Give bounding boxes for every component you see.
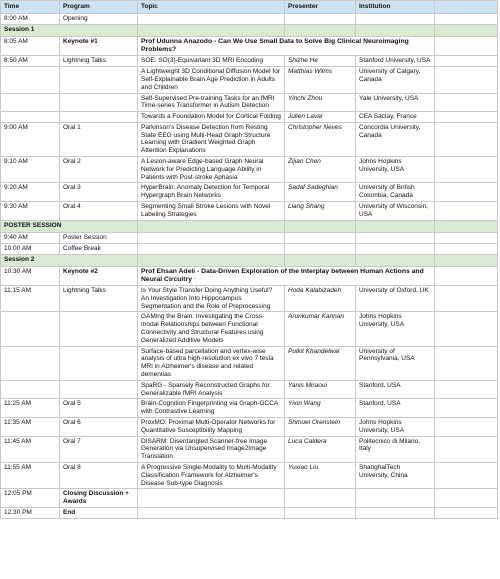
presenter-cell[interactable]: Christopher Neves: [285, 122, 356, 156]
institution-cell[interactable]: Concordia University, Canada: [356, 122, 435, 156]
section-row: [1, 220, 498, 232]
program-cell[interactable]: Coffee Break: [60, 243, 138, 254]
institution-cell[interactable]: Yale University, USA: [356, 93, 435, 112]
institution-cell[interactable]: University of Calgary, Canada: [356, 67, 435, 93]
presenter-cell[interactable]: Liang Shang: [285, 202, 356, 221]
program-cell[interactable]: Oral 5: [60, 399, 138, 418]
empty-cell[interactable]: [435, 157, 498, 183]
program-cell[interactable]: Oral 3: [60, 183, 138, 202]
keynote-row: [1, 37, 498, 56]
time-cell[interactable]: 8:50 AM: [1, 56, 60, 67]
topic-cell[interactable]: Parkinson's Disease Detection from Resting State EEG using Multi-Head Graph Structure Learning with Gradient Weighted Graph Attention Explanations: [138, 122, 285, 156]
institution-cell[interactable]: Stanford, USA: [356, 399, 435, 418]
time-cell[interactable]: 11:45 AM: [1, 436, 60, 462]
topic-cell[interactable]: ProxMO: Proximal Multi-Operator Networks for Quantitative Susceptibility Mapping: [138, 417, 285, 436]
institution-cell[interactable]: Johns Hopkins University, USA: [356, 157, 435, 183]
topic-cell[interactable]: [138, 14, 285, 25]
program-cell[interactable]: [60, 380, 138, 399]
header-topic[interactable]: Topic: [138, 1, 285, 14]
presenter-cell[interactable]: Julien Laval: [285, 112, 356, 123]
time-cell[interactable]: 9:40 AM: [1, 232, 60, 243]
time-cell[interactable]: 9:10 AM: [1, 157, 60, 183]
program-cell[interactable]: [60, 346, 138, 380]
presenter-cell[interactable]: Hoda Kalabizadeh: [285, 285, 356, 311]
talk-row: [1, 67, 498, 93]
presenter-cell[interactable]: Matthias Wilms: [285, 67, 356, 93]
topic-cell[interactable]: Brain-Cognition Fingerprinting via Graph-GCCA with Contrastive Learning: [138, 399, 285, 418]
program-cell[interactable]: Lightning Talks: [60, 285, 138, 311]
empty-cell[interactable]: [435, 266, 498, 285]
empty-cell[interactable]: [435, 507, 498, 518]
empty-cell[interactable]: [435, 417, 498, 436]
section-cell[interactable]: [435, 254, 498, 266]
section-cell[interactable]: [356, 220, 435, 232]
empty-cell[interactable]: [435, 312, 498, 346]
talk-row: [1, 346, 498, 380]
schedule-row: [1, 489, 498, 508]
time-cell[interactable]: 9:00 AM: [1, 122, 60, 156]
section-cell[interactable]: [285, 220, 356, 232]
time-cell[interactable]: [1, 67, 60, 93]
program-cell[interactable]: Opening: [60, 14, 138, 25]
topic-cell[interactable]: GAMing the Brain: Investigating the Cross-modal Relationships between Functional Connectivity and Structural Features using Generalized Additive Models: [138, 312, 285, 346]
talk-row: [1, 285, 498, 311]
presenter-cell[interactable]: Yixin Wang: [285, 399, 356, 418]
program-cell[interactable]: [60, 112, 138, 123]
presenter-cell[interactable]: Yinchi Zhou: [285, 93, 356, 112]
talk-row: [1, 380, 498, 399]
talk-row: [1, 399, 498, 418]
empty-cell[interactable]: [435, 489, 498, 508]
presenter-cell[interactable]: Luca Caldera: [285, 436, 356, 462]
empty-cell[interactable]: [435, 14, 498, 25]
time-cell[interactable]: 12:05 PM: [1, 489, 60, 508]
talk-row: [1, 202, 498, 221]
header-program[interactable]: Program: [60, 1, 138, 14]
talk-row: [1, 93, 498, 112]
schedule-row: [1, 232, 498, 243]
presenter-cell[interactable]: [285, 489, 356, 508]
header-institution[interactable]: Institution: [356, 1, 435, 14]
institution-cell[interactable]: ShanghaiTech University, China: [356, 462, 435, 488]
time-cell[interactable]: [1, 112, 60, 123]
topic-cell[interactable]: A Progressive Single-Modality to Multi-Modality Classification Framework for Alzheimer's Disease Sub-type Diagnosis: [138, 462, 285, 488]
presenter-cell[interactable]: [285, 14, 356, 25]
institution-cell[interactable]: CEA Saclay, France: [356, 112, 435, 123]
time-cell[interactable]: 8:00 AM: [1, 14, 60, 25]
topic-cell[interactable]: Self-Supervised Pre-training Tasks for an fMRI Time-series Transformer in Autism Detection: [138, 93, 285, 112]
topic-cell[interactable]: [138, 507, 285, 518]
time-cell[interactable]: [1, 312, 60, 346]
presenter-cell[interactable]: Sadaf Sadeghian: [285, 183, 356, 202]
time-cell[interactable]: [1, 380, 60, 399]
program-cell[interactable]: [60, 67, 138, 93]
schedule-row: [1, 243, 498, 254]
program-cell[interactable]: Lightning Talks: [60, 56, 138, 67]
schedule-row: [1, 507, 498, 518]
time-cell[interactable]: [1, 346, 60, 380]
institution-cell[interactable]: Politecnico di Milano, Italy: [356, 436, 435, 462]
section-label[interactable]: POSTER SESSION: [1, 220, 138, 232]
keynote-topic-cell[interactable]: Prof Udunna Anazodo - Can We Use Small Data to Solve Big Clinical Neuroimaging Problems?: [138, 37, 435, 56]
topic-cell[interactable]: Towards a Foundation Model for Cortical Folding: [138, 112, 285, 123]
empty-cell[interactable]: [435, 67, 498, 93]
time-cell[interactable]: 11:25 AM: [1, 399, 60, 418]
talk-row: [1, 157, 498, 183]
institution-cell[interactable]: University of Pennsylvania, USA: [356, 346, 435, 380]
institution-cell[interactable]: [356, 232, 435, 243]
program-cell[interactable]: End: [60, 507, 138, 518]
section-row: [1, 254, 498, 266]
topic-cell[interactable]: A Lesion-aware Edge-based Graph Neural Network for Predicting Language Ability in Patients with Post-stroke Aphasia: [138, 157, 285, 183]
program-cell[interactable]: Poster Session: [60, 232, 138, 243]
program-cell[interactable]: Closing Discussion + Awards: [60, 489, 138, 508]
section-label[interactable]: Session 1: [1, 25, 138, 37]
topic-cell[interactable]: Surface-based parcellation and vertex-wise analysis of ultra high-resolution ex vivo 7 tesla MRI in Alzheimer's disease and related dementias: [138, 346, 285, 380]
topic-cell[interactable]: Segmenting Small Stroke Lesions with Novel Labeling Strategies: [138, 202, 285, 221]
presenter-cell[interactable]: Shmuel Orenstein: [285, 417, 356, 436]
empty-cell[interactable]: [435, 399, 498, 418]
program-cell[interactable]: Oral 6: [60, 417, 138, 436]
time-cell[interactable]: 10:30 AM: [1, 266, 60, 285]
empty-cell[interactable]: [435, 112, 498, 123]
empty-cell[interactable]: [435, 462, 498, 488]
time-cell[interactable]: [1, 93, 60, 112]
topic-cell[interactable]: DISARM: Disentangled Scanner-free Image Generation via Unsupervised Image2Image Translation: [138, 436, 285, 462]
program-cell[interactable]: Oral 7: [60, 436, 138, 462]
institution-cell[interactable]: University of Wisconsin, USA: [356, 202, 435, 221]
section-cell[interactable]: [285, 25, 356, 37]
header-time[interactable]: Time: [1, 1, 60, 14]
time-cell[interactable]: 9:30 AM: [1, 202, 60, 221]
section-cell[interactable]: [138, 220, 285, 232]
section-cell[interactable]: [138, 254, 285, 266]
talk-row: [1, 183, 498, 202]
institution-cell[interactable]: Stanford, USA: [356, 380, 435, 399]
program-cell[interactable]: Keynote #1: [60, 37, 138, 56]
empty-cell[interactable]: [435, 183, 498, 202]
section-cell[interactable]: [435, 25, 498, 37]
empty-cell[interactable]: [435, 243, 498, 254]
topic-cell[interactable]: A Lightweight 3D Conditional Diffusion Model for Self-Explainable Brain Age Prediction in Adults and Children: [138, 67, 285, 93]
empty-cell[interactable]: [435, 285, 498, 311]
talk-row: [1, 56, 498, 67]
presenter-cell[interactable]: Arunkumar Kannan: [285, 312, 356, 346]
program-cell[interactable]: [60, 312, 138, 346]
header-empty[interactable]: [435, 1, 498, 14]
presenter-cell[interactable]: Zijian Chen: [285, 157, 356, 183]
time-cell[interactable]: 8:05 AM: [1, 37, 60, 56]
empty-cell[interactable]: [435, 56, 498, 67]
section-cell[interactable]: [435, 220, 498, 232]
institution-cell[interactable]: [356, 489, 435, 508]
empty-cell[interactable]: [435, 380, 498, 399]
presenter-cell[interactable]: Pulkit Khandelwal: [285, 346, 356, 380]
empty-cell[interactable]: [435, 202, 498, 221]
time-cell[interactable]: 11:35 AM: [1, 417, 60, 436]
institution-cell[interactable]: Johns Hopkins University, USA: [356, 417, 435, 436]
schedule-row: [1, 14, 498, 25]
talk-row: [1, 112, 498, 123]
topic-cell[interactable]: SOE: SO(3)-Equivariant 3D MRI Encoding: [138, 56, 285, 67]
topic-cell[interactable]: [138, 232, 285, 243]
time-cell[interactable]: 11:55 AM: [1, 462, 60, 488]
talk-row: [1, 122, 498, 156]
program-cell[interactable]: [60, 93, 138, 112]
empty-cell[interactable]: [435, 93, 498, 112]
program-cell[interactable]: Keynote #2: [60, 266, 138, 285]
institution-cell[interactable]: Stanford University, USA: [356, 56, 435, 67]
presenter-cell[interactable]: Yuxiao Liu: [285, 462, 356, 488]
time-cell[interactable]: 10:00 AM: [1, 243, 60, 254]
section-cell[interactable]: [356, 25, 435, 37]
presenter-cell[interactable]: [285, 507, 356, 518]
keynote-topic-cell[interactable]: Prof Ehsan Adeli - Data-Driven Exploration of the Interplay between Human Actions and Neural Circuitry: [138, 266, 435, 285]
empty-cell[interactable]: [435, 232, 498, 243]
topic-cell[interactable]: Is Your Style Transfer Doing Anything Useful? An Investigation Into Hippocampus Segmentation and the Role of Preprocessing: [138, 285, 285, 311]
program-cell[interactable]: Oral 8: [60, 462, 138, 488]
section-row: [1, 25, 498, 37]
talk-row: [1, 462, 498, 488]
program-cell[interactable]: Oral 1: [60, 122, 138, 156]
presenter-cell[interactable]: Yanis Miraoui: [285, 380, 356, 399]
section-label[interactable]: Session 2: [1, 254, 138, 266]
empty-cell[interactable]: [435, 122, 498, 156]
section-cell[interactable]: [356, 254, 435, 266]
topic-cell[interactable]: HyperBrain: Anomaly Detection for Temporal Hypergraph Brain Networks: [138, 183, 285, 202]
institution-cell[interactable]: University of British Columbia, Canada: [356, 183, 435, 202]
presenter-cell[interactable]: [285, 232, 356, 243]
time-cell[interactable]: 12:30 PM: [1, 507, 60, 518]
empty-cell[interactable]: [435, 37, 498, 56]
presenter-cell[interactable]: [285, 243, 356, 254]
topic-cell[interactable]: [138, 489, 285, 508]
institution-cell[interactable]: Johns Hopkins University, USA: [356, 312, 435, 346]
header-presenter[interactable]: Presenter: [285, 1, 356, 14]
institution-cell[interactable]: [356, 243, 435, 254]
keynote-row: [1, 266, 498, 285]
talk-row: [1, 436, 498, 462]
time-cell[interactable]: 11:15 AM: [1, 285, 60, 311]
topic-cell[interactable]: [138, 243, 285, 254]
topic-cell[interactable]: SpaRG - Sparsely Reconstructed Graphs for Generalizable fMRI Analysis: [138, 380, 285, 399]
talk-row: [1, 312, 498, 346]
empty-cell[interactable]: [435, 346, 498, 380]
section-cell[interactable]: [138, 25, 285, 37]
section-cell[interactable]: [285, 254, 356, 266]
program-cell[interactable]: Oral 2: [60, 157, 138, 183]
time-cell[interactable]: 9:20 AM: [1, 183, 60, 202]
presenter-cell[interactable]: Shizhe He: [285, 56, 356, 67]
program-cell[interactable]: Oral 4: [60, 202, 138, 221]
institution-cell[interactable]: [356, 507, 435, 518]
empty-cell[interactable]: [435, 436, 498, 462]
institution-cell[interactable]: University of Oxford, UK: [356, 285, 435, 311]
talk-row: [1, 417, 498, 436]
header-row: [1, 1, 498, 14]
institution-cell[interactable]: [356, 14, 435, 25]
